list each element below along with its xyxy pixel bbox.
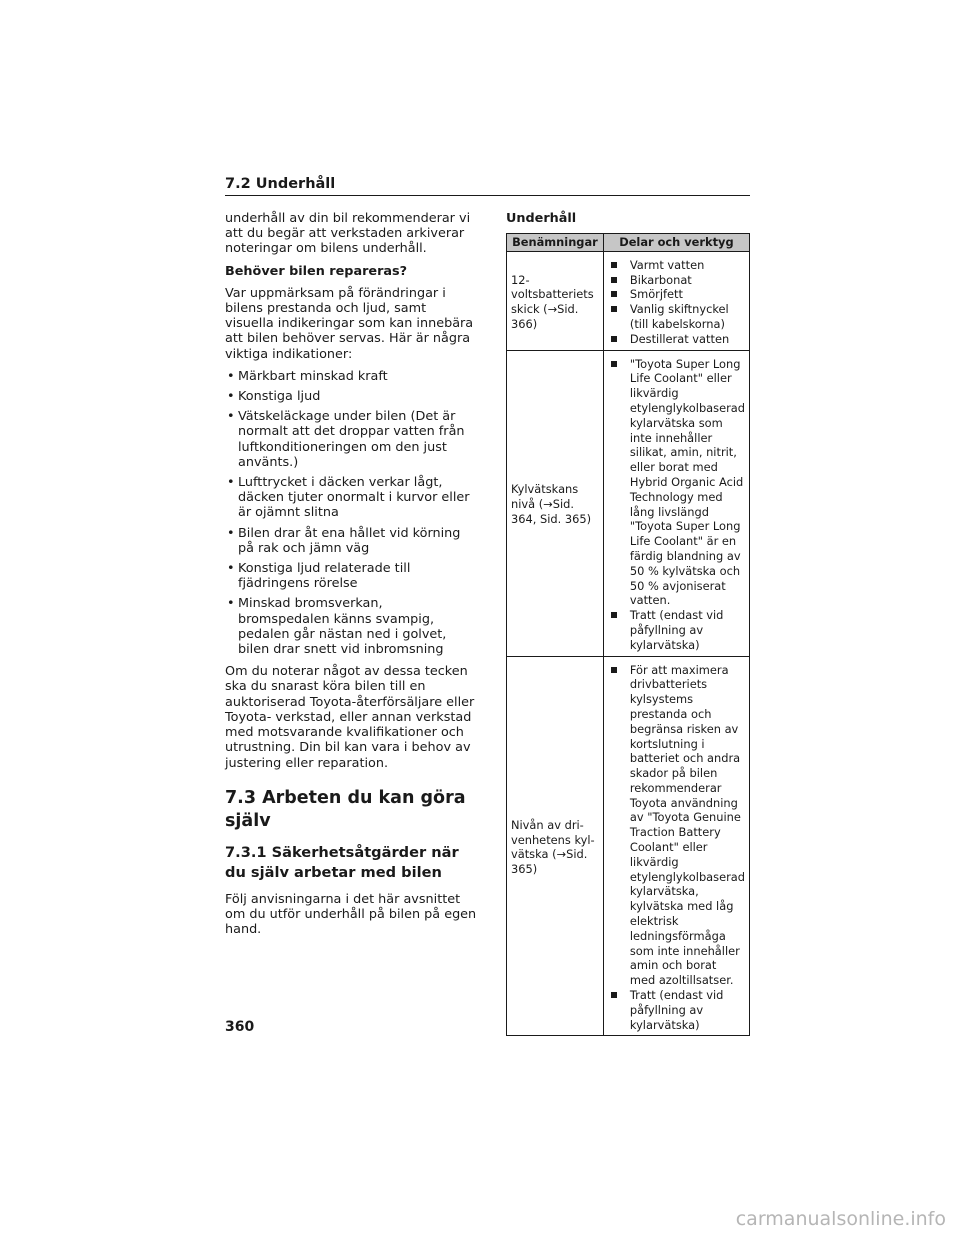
- list-item: • Konstiga ljud relaterade till fjädringens rörelse: [225, 561, 477, 591]
- row-name: Kylvätskans nivå (→Sid. 364, Sid. 365): [507, 350, 604, 656]
- indication-list: [225, 369, 477, 657]
- list-item: Varmt vatten: [608, 258, 745, 273]
- row-name: Nivån av dri-venhetens kyl-vätska (→Sid. 365): [507, 656, 604, 1036]
- row-parts: [603, 350, 749, 656]
- list-item: "Toyota Super Long Life Coolant" eller likvärdig etylenglykolbaserad kylarvätska som inte innehåller silikat, amin, nitrit, eller borat med Hybrid Organic Acid Technology med lång livslängd "Toyota Super Long Life Coolant" är en färdig blandning av 50 % kylvätska och 50 % avjoniserat vatten.: [608, 357, 745, 609]
- table-header-row: [507, 234, 750, 252]
- section-heading: 7.3 Arbeten du kan göra själv: [225, 787, 466, 831]
- table-row: [507, 656, 750, 1036]
- repair-paragraph: Var uppmärksam på förändringar i bilens prestanda och ljud, samt visuella indikeringar som kan innebära att bilen behöver servas. Här är några viktiga indikationer:: [225, 285, 474, 362]
- list-item: Tratt (endast vid påfyllning av kylarvätska): [608, 988, 745, 1032]
- table-row: [507, 251, 750, 350]
- row-parts: [603, 251, 749, 350]
- page-number: 360: [225, 1019, 255, 1035]
- list-item: • Minskad bromsverkan, bromspedalen känns svampig, pedalen går nästan ned i golvet, bilen drar snett vid inbromsning: [225, 596, 477, 657]
- subsection-paragraph: Följ anvisningarna i det här avsnittet om du utför underhåll på bilen på egen hand.: [225, 891, 477, 938]
- section-header: 7.2 Underhåll: [225, 176, 750, 196]
- after-paragraph: Om du noterar något av dessa tecken ska du snarast köra bilen till en auktoriserad Toyota-återförsäljare eller Toyota- verkstad, eller annan verkstad med motsvarande kvalifikationer och utrustning. Din bil kan vara i behov av justering eller reparation.: [225, 664, 475, 771]
- table-row: [507, 350, 750, 656]
- repair-heading: Behöver bilen repareras?: [225, 263, 408, 279]
- left-column: [225, 211, 477, 944]
- list-item: Bikarbonat: [608, 273, 745, 288]
- list-item: • Bilen drar åt ena hållet vid körning på rak och jämn väg: [225, 526, 477, 556]
- list-item: • Lufttrycket i däcken verkar lågt, däcken tjuter onormalt i kurvor eller är ojämnt slitna: [225, 475, 477, 521]
- list-item: • Märkbart minskad kraft: [225, 369, 477, 384]
- row-parts: [603, 656, 749, 1036]
- table-title: Underhåll: [506, 211, 577, 226]
- list-item: Tratt (endast vid påfyllning av kylarvätska): [608, 608, 745, 652]
- maintenance-table: [506, 233, 750, 1036]
- list-item: • Konstiga ljud: [225, 389, 477, 404]
- right-column: [506, 211, 750, 1036]
- list-item: Smörjfett: [608, 287, 745, 302]
- list-item: Destillerat vatten: [608, 332, 745, 347]
- column-header-parts: Delar och verktyg: [603, 234, 749, 252]
- list-item: • Vätskeläckage under bilen (Det är normalt att det droppar vatten från luftkonditioneringen om den just använts.): [225, 409, 477, 470]
- list-item: Vanlig skiftnyckel (till kabelskorna): [608, 302, 745, 332]
- subsection-heading: 7.3.1 Säkerhetsåtgärder när du själv arbetar med bilen: [225, 843, 459, 881]
- watermark: carmanualsonline.info: [735, 1208, 946, 1230]
- intro-paragraph: underhåll av din bil rekommenderar vi att du begär att verkstaden arkiverar noteringar om bilens underhåll.: [225, 211, 471, 257]
- row-name: 12-voltsbatteriets skick (→Sid. 366): [507, 251, 604, 350]
- column-header-names: Benämningar: [507, 234, 604, 252]
- list-item: För att maximera drivbatteriets kylsystems prestanda och begränsa risken av kortslutning i batteriet och andra skador på bilen rekommenderar Toyota användning av "Toyota Genuine Traction Battery Coolant" eller likvärdig etylenglykolbaserad kylarvätska, kylvätska med låg elektrisk ledningsförmåga som inte innehåller amin och borat med azoltillsatser.: [608, 663, 745, 989]
